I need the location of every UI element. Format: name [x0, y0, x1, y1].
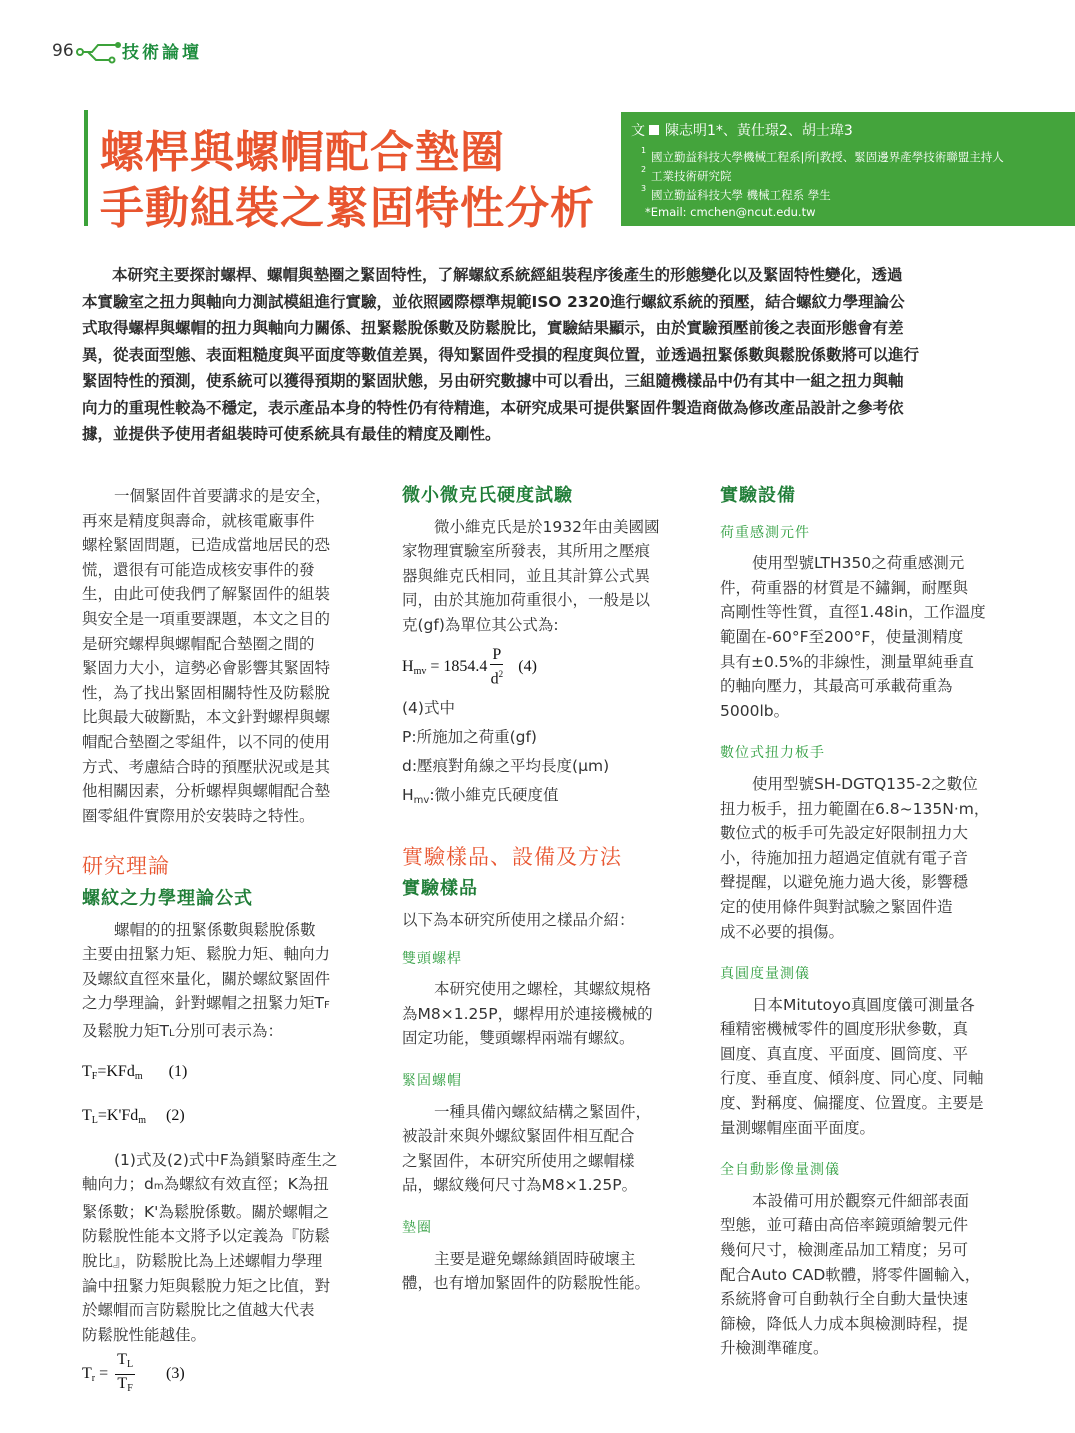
author-list: 陳志明1*、黃仕璟2、胡士瑋3	[665, 123, 853, 139]
heading-theory: 研究理論	[82, 854, 170, 879]
circuit-decoration-icon	[76, 40, 124, 66]
heading-equipment: 實驗設備	[720, 485, 796, 506]
sample-intro: 以下為本研究所使用之樣品介紹：	[402, 911, 635, 930]
column-2	[402, 484, 684, 1296]
equation-4: $H_{mv} = 1854.4$ $\frac{P}{d^2}$ (4)	[402, 645, 537, 687]
intro-paragraph: 一個緊固件首要講求的是安全， 再來是精度與壽命，就核電廠事件 螺栓緊固問題，已造成當地居民的恐 慌，還很有可能造成核安事件的發 生，由此可使我們了解緊固件的組裝 與安全是一項重要課題，本文之目的 是研究螺桿與螺帽配合墊圈之間的 緊固力大小，這勢必會影響其緊固特 性，為了找出緊固相關特性及防鬆脫 比與最大破斷點，本文針對螺桿與螺 帽配合墊圈之零組件，以不同的使用 方式、考慮結合時的預壓狀況或是其 他相關因素，分析螺桿與螺帽配合墊 圈零組件實際用於安裝時之特性。	[82, 487, 332, 825]
affiliation-3: 3 國立勤益科技大學 機械工程系 學生	[641, 184, 831, 202]
image-measuring-paragraph: 本設備可用於觀察元件細部表面 型態，並可藉由高倍率鏡頭繪製元件 幾何尺寸，檢測產品加工精度；另可 配合Auto CAD軟體，將零件圖輸入， 系統將會可自動執行全自動大量快速 篩檢，降低人力成本與檢測時程，提 升檢測準確度。	[720, 1191, 981, 1358]
heading-image-measuring: 全自動影像量測儀	[720, 1162, 840, 1179]
abstract	[82, 262, 998, 448]
bolt-paragraph: 本研究使用之螺栓，其螺紋規格 為M8×1.25P，螺桿用於連接機械的 固定功能，雙頭螺桿兩端有螺紋。	[402, 980, 653, 1048]
abstract-line: 式取得螺桿與螺帽的扭力與軸向力關係、扭緊鬆脫係數及防鬆脫比，實驗結果顯示，由於實驗預壓前後之表面形態會有差	[82, 319, 904, 337]
author-names	[631, 120, 853, 140]
torque-wrench-paragraph: 使用型號SH-DGTQ135-2之數位 扭力板手，扭力範圍在6.8~135N·m， 數位式的板手可先設定好限制扭力大 小，待施加扭力超過定值就有電子音 聲提醒，以避免施力過大後，影響穩 定的使用條件與對試驗之緊固件造 成不必要的損傷。	[720, 774, 990, 941]
heading-washer: 墊圈	[402, 1220, 432, 1237]
micro-paragraph: 微小維克氏是於1932年由美國國 家物理實驗室所發表，其所用之壓痕 器與維克氏相同，並且其計算公式異 同，由於其施加荷重很小，一般是以 克(gf)為單位其公式為:	[402, 517, 660, 634]
square-bullet-icon	[649, 125, 659, 135]
equation-2: $T_L=K'Fd_m$ (2)	[82, 1107, 185, 1127]
author-email: *Email: cmchen@ncut.edu.tw	[645, 205, 816, 219]
article-title	[84, 110, 620, 234]
equation-1: $T_F=KFd_m$ (1)	[82, 1063, 188, 1083]
column-1	[82, 484, 362, 1398]
heading-micro-vickers: 微小微克氏硬度試驗	[402, 485, 573, 506]
heading-nut: 緊固螺帽	[402, 1073, 462, 1090]
heading-stud-bolt: 雙頭螺桿	[402, 950, 462, 967]
heading-load-cell: 荷重感測元件	[720, 524, 810, 541]
heading-experiment: 實驗樣品、設備及方法	[402, 844, 622, 869]
abstract-line: 異，從表面型態、表面粗糙度與平面度等數值差異，得知緊固件受損的程度與位置，並透過扭緊係數與鬆脫係數將可以進行	[82, 345, 920, 364]
definition-paragraph: (1)式及(2)式中F為鎖緊時產生之 軸向力；dm為螺紋有效直徑；K為扭 緊係數；K'為鬆脫係數。關於螺帽之 防鬆脫性能本文將予以定義為『防鬆 脫比』，防鬆脫比為上述螺帽力學理 論中扭緊力矩與鬆脫力矩之比值，對 於螺帽而言防鬆脫比之值越大代表 防鬆脫性能越佳。	[82, 1150, 338, 1344]
heading-torque-wrench: 數位式扭力板手	[720, 745, 825, 762]
heading-roundness-tester: 真圓度量測儀	[720, 966, 810, 983]
equation-definitions: (4)式中 P:所施加之荷重(gf) d:壓痕對角線之平均長度(μm) Hmv:微小維克氏硬度值	[402, 698, 610, 806]
author-box	[621, 112, 1075, 226]
washer-paragraph: 主要是避免螺絲鎖固時破壞主 體，也有增加緊固件的防鬆脫性能。	[402, 1249, 651, 1293]
section-tag: 技術論壇	[122, 43, 202, 63]
column-3	[720, 484, 1000, 1361]
affiliation-2: 2 工業技術研究院	[641, 165, 732, 183]
author-prefix: 文	[631, 123, 645, 139]
roundness-paragraph: 日本Mitutoyo真圓度儀可測量各 種精密機械零件的圓度形狀參數，真 圓度、真直度、平面度、圓筒度、平 行度、垂直度、傾斜度、同心度、同軸 度、對稱度、偏擺度、位置度。主要是 量測螺帽座面平面度。	[720, 995, 984, 1137]
title-line-2: 手動組裝之緊固特性分析	[100, 183, 595, 234]
abstract-line: 據，並提供予使用者組裝時可使系統具有最佳的精度及剛性。	[82, 425, 501, 443]
abstract-line: 緊固特性的預測，使系統可以獲得預期的緊固狀態，另由研究數據中可以看出，三組隨機樣品中仍有其中一組之扭力與軸	[82, 372, 904, 390]
heading-thread-formula: 螺紋之力學理論公式	[82, 887, 253, 909]
page-number: 96	[52, 41, 74, 61]
equation-3: $T_r$ = $\frac{T_L}{T_F}$ (3)	[82, 1351, 185, 1395]
abstract-line: 本實驗室之扭力與軸向力測試模組進行實驗，並依照國際標準規範ISO 2320進行螺紋系統的預壓，結合螺紋力學理論公	[82, 292, 905, 311]
title-line-1: 螺桿與螺帽配合墊圈	[100, 127, 505, 178]
heading-sample: 實驗樣品	[402, 878, 478, 900]
load-cell-paragraph: 使用型號LTH350之荷重感測元 件，荷重器的材質是不鏽鋼，耐壓與 高剛性等性質，直徑1.48in，工作溫度 範圍在-60°F至200°F，使量測精度 具有±0.5%的非線性，測量單純垂直 的軸向壓力，其最高可承載荷重為 5000lb。	[720, 554, 986, 720]
abstract-line: 本研究主要探討螺桿、螺帽與墊圈之緊固特性，了解螺紋系統經組裝程序後產生的形態變化以及緊固特性變化，透過	[112, 266, 903, 284]
nut-paragraph: 一種具備內螺紋結構之緊固件， 被設計來與外螺紋緊固件相互配合 之緊固件，本研究所使用之螺帽樣 品，螺紋幾何尺寸為M8×1.25P。	[402, 1102, 652, 1195]
theory-paragraph: 螺帽的的扭緊係數與鬆脫係數 主要由扭緊力矩、鬆脫力矩、軸向力 及螺紋直徑來量化，關於螺紋緊固件 之力學理論，針對螺帽之扭緊力矩TF 及鬆脫力矩TL分別可表示為：	[82, 920, 331, 1040]
affiliation-1: 1 國立勤益科技大學機械工程系|所|教授、緊固邊界產學技術聯盟主持人	[641, 146, 1004, 164]
abstract-line: 向力的重現性較為不穩定，表示產品本身的特性仍有待精進，本研究成果可提供緊固件製造商做為修改產品設計之參考依	[82, 398, 904, 417]
